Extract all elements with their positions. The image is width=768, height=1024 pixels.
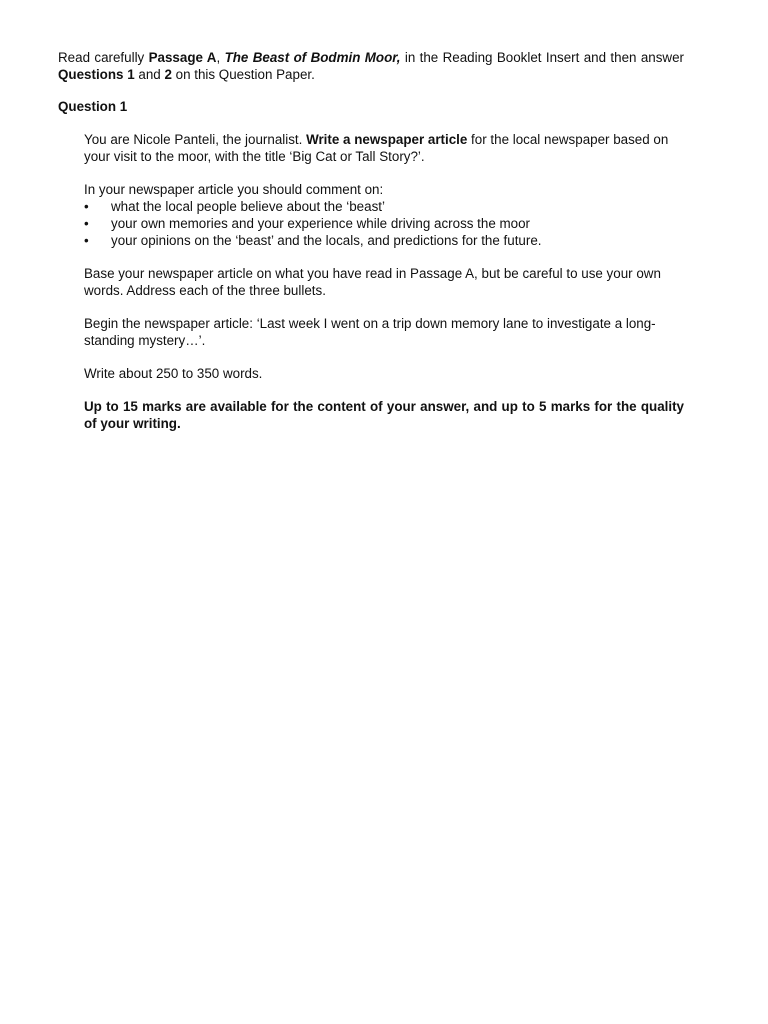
question-heading: Question 1 [58,99,128,114]
list-item [84,215,684,232]
list-item [84,198,684,215]
bullet-text: what the local people believe about the ‘beast’ [111,199,385,214]
base-paragraph: Base your newspaper article on what you have read in Passage A, but be careful to use your own words. Address each of the three bullets. [84,266,661,298]
bullet-text: your own memories and your experience while driving across the moor [111,216,531,231]
bullet-icon: • [84,233,89,248]
bullet-icon: • [84,216,89,231]
bullet-list [84,198,684,249]
bullet-text: your opinions on the ‘beast’ and the locals, and predictions for the future. [111,233,542,248]
question-number: 2 [164,67,172,82]
task-text: You are Nicole Panteli, the journalist. [84,132,307,147]
word-count-paragraph: Write about 250 to 350 words. [84,366,263,381]
bullet-icon: • [84,199,89,214]
questions-label: Questions 1 [58,67,135,82]
task-text: for the local newspaper based on your visit to the moor, with the title ‘Big Cat or Tall Story?’. [84,132,669,164]
question-body [84,131,684,432]
instructions-text: in the Reading Booklet Insert and then answer [400,50,684,65]
passage-title: The Beast of Bodmin Moor, [224,50,401,65]
instructions-paragraph [58,49,684,83]
task-paragraph [84,131,684,165]
instructions-text: on this Question Paper. [171,67,315,82]
marks-paragraph: Up to 15 marks are available for the content of your answer, and up to 5 marks for the quality of your writing. [84,399,684,431]
list-item [84,232,684,249]
task-emphasis: Write a newspaper article [306,132,468,147]
instructions-text: Read carefully [58,50,149,65]
instructions-text: , [216,50,225,65]
passage-label: Passage A [148,50,217,65]
begin-paragraph: Begin the newspaper article: ‘Last week I went on a trip down memory lane to investigate a long-standing mystery…’. [84,316,656,348]
comment-intro: In your newspaper article you should comment on: [84,182,384,197]
instructions-text: and [134,67,165,82]
